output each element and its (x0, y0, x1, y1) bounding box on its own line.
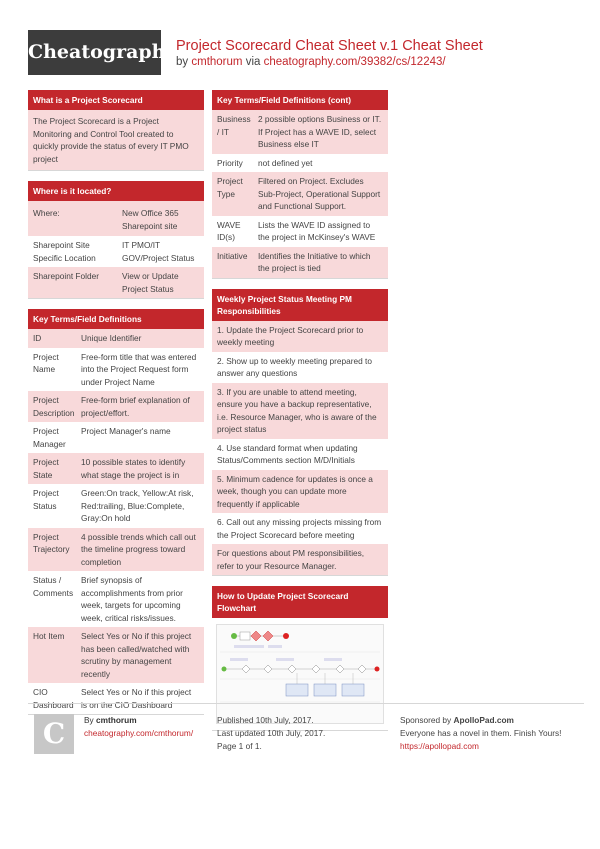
definition: New Office 365 Sharepoint site (122, 208, 179, 231)
definition: View or Update Project Status (122, 271, 179, 294)
footer (28, 703, 584, 751)
table-row (28, 391, 204, 422)
definition: Unique Identifier (81, 333, 142, 343)
definition: Filtered on Project. Excludes Sub-Project, Operational Support and Functional Support. (258, 176, 381, 211)
term: Project Trajectory (33, 531, 70, 554)
cheatography-logo[interactable]: Cheatography (28, 30, 161, 75)
term: Where: (33, 208, 60, 218)
table-row (212, 110, 388, 154)
author-avatar[interactable]: C (34, 714, 74, 754)
definition: Free-form brief explanation of project/effort. (81, 395, 190, 418)
term: Priority (217, 157, 243, 168)
table-row (212, 216, 388, 247)
term: CIO Dashboard (33, 687, 74, 710)
end-node (283, 633, 289, 639)
footer-author-name[interactable]: cmthorum (96, 715, 137, 725)
term: Business / IT (217, 114, 251, 137)
footer-author (84, 714, 193, 740)
sponsor-name[interactable]: ApolloPad.com (453, 715, 514, 725)
term: Project Manager (33, 426, 66, 449)
section-heading: Key Terms/Field Definitions (28, 309, 204, 329)
section-where (28, 181, 204, 299)
definition: Brief synopsis of accomplishments from prior week, targets for upcoming week, critical risks/issues. (81, 575, 183, 623)
definition-table (28, 201, 204, 298)
definition: Select Yes or No if this project is on the CIO Dashboard (81, 687, 192, 710)
author-link[interactable]: cmthorum (191, 56, 243, 68)
table-row (28, 484, 204, 528)
flowchart-diagram (216, 624, 384, 724)
section-key-terms (28, 309, 204, 715)
list-item: For questions about PM responsibilities, refer to your Resource Manager. (212, 544, 388, 575)
definition: Free-form title that was entered into the Project Request form under Project Name (81, 351, 197, 387)
definition: 4 possible trends which call out the timeline progress toward completion (81, 531, 196, 567)
by-label: By (84, 715, 94, 725)
term: Project Status (33, 488, 59, 511)
left-column (28, 90, 204, 725)
section-weekly-responsibilities (212, 289, 388, 577)
right-column (212, 90, 388, 741)
by-label: by (176, 56, 189, 68)
definition: 2 possible options Business or IT. If Project has a WAVE ID, select Business else IT (258, 114, 382, 149)
sponsored-label: Sponsored by (400, 715, 452, 725)
page-number: Page 1 of 1. (217, 741, 262, 751)
table-row (28, 329, 204, 348)
list-item: 2. Show up to weekly meeting prepared to answer any questions (212, 352, 388, 383)
term: ID (33, 333, 42, 343)
table-row (28, 683, 204, 714)
published-date: Published 10th July, 2017. (217, 715, 314, 725)
section-what-is (28, 90, 204, 171)
table-row (28, 627, 204, 683)
term: Project State (33, 457, 59, 480)
definition: Identifies the Initiative to which the project is tied (258, 250, 371, 273)
definition: IT PMO/IT GOV/Project Status (122, 240, 195, 263)
responsibility-list (212, 321, 388, 576)
list-item: 4. Use standard format when updating Status/Comments section M/D/Initials (212, 439, 388, 470)
section-key-terms-cont (212, 90, 388, 279)
term: Sharepoint Folder (33, 271, 99, 281)
term: Sharepoint Site Specific Location (33, 240, 96, 263)
table-row (28, 571, 204, 627)
sponsor-link[interactable]: https://apollopad.com (400, 741, 479, 751)
table-row (28, 236, 204, 267)
section-heading: Key Terms/Field Definitions (cont) (212, 90, 388, 110)
term: Project Name (33, 351, 59, 374)
table-row (212, 247, 388, 278)
term: WAVE ID(s) (217, 219, 241, 242)
list-item: 5. Minimum cadence for updates is once a week, though you can update more frequently if applicable (212, 470, 388, 514)
list-item: 3. If you are unable to attend meeting, ensure you have a backup representative, i.e. Resource Manager, who is aware of the project status (212, 383, 388, 439)
section-flowchart (212, 586, 388, 731)
section-heading: How to Update Project Scorecard Flowchart (212, 586, 388, 618)
table-row (28, 267, 204, 298)
title-block (176, 38, 586, 70)
table-row (28, 528, 204, 572)
definition: not defined yet (258, 157, 313, 168)
page-title: Project Scorecard Cheat Sheet v.1 Cheat Sheet (176, 38, 483, 54)
table-row (212, 172, 388, 216)
definition: Project Manager's name (81, 426, 171, 436)
definition: Lists the WAVE ID assigned to the project in McKinsey's WAVE (258, 219, 376, 242)
footer-dates (217, 714, 325, 753)
table-row (28, 201, 204, 236)
term: Project Description (33, 395, 75, 418)
via-label: via (245, 56, 261, 68)
footer-author-link[interactable]: cheatography.com/cmthorum/ (84, 728, 194, 738)
term: Hot Item (33, 631, 65, 641)
sponsor-tagline: Everyone has a novel in them. Finish Yours! (400, 728, 562, 738)
term: Status / Comments (33, 575, 74, 598)
sheet-url-link[interactable]: cheatography.com/39382/cs/12243/ (263, 56, 446, 68)
list-item: 6. Call out any missing projects missing from the Project Scorecard before meeting (212, 513, 388, 544)
updated-date: Last updated 10th July, 2017. (217, 728, 326, 738)
definition: Green:On track, Yellow:At risk, Red:trailing, Blue:Complete, Gray:On hold (81, 488, 194, 523)
definition-table (212, 110, 388, 278)
table-row (28, 422, 204, 453)
section-heading: Weekly Project Status Meeting PM Responsibilities (212, 289, 388, 321)
table-row (28, 348, 204, 392)
list-item: 1. Update the Project Scorecard prior to weekly meeting (212, 321, 388, 352)
table-row (212, 154, 388, 173)
definition: 10 possible states to identify what stage the project is in (81, 457, 186, 480)
term: Initiative (217, 250, 248, 261)
start-node (231, 633, 237, 639)
table-row (28, 453, 204, 484)
byline (176, 55, 586, 70)
section-heading: What is a Project Scorecard (28, 90, 204, 110)
term: Project Type (217, 176, 243, 199)
footer-sponsor (400, 714, 561, 753)
definition: Select Yes or No if this project has been called/watched with scrutiny by management recently (81, 631, 192, 679)
section-heading: Where is it located? (28, 181, 204, 201)
definition-table (28, 329, 204, 714)
section-text: The Project Scorecard is a Project Monitoring and Control Tool created to quickly provide the status of every IT PMO project (28, 110, 204, 170)
